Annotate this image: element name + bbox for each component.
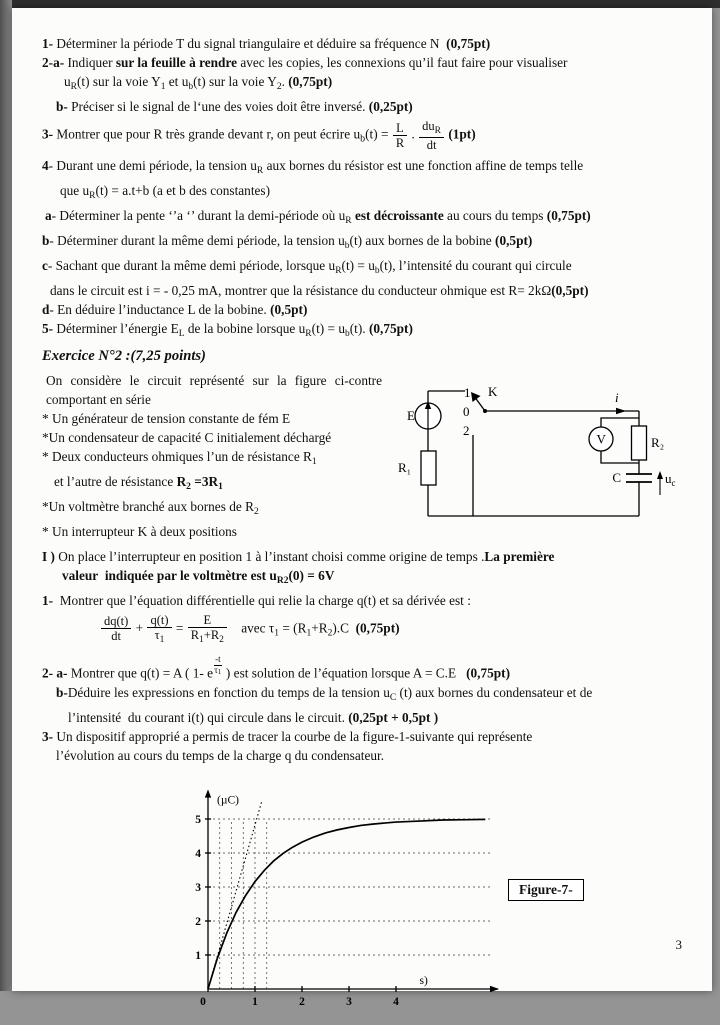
page-content — [12, 8, 712, 1008]
text-line: b- Déterminer durant la même demi période, la tension $u_b(t)$ aux bornes de la bobine (0,5pt) — [42, 232, 533, 251]
text-line: 5- Déterminer l’énergie $E_L$ de la bobine lorsque $u_R(t) = u_b(t)$. (0,75pt) — [42, 320, 413, 339]
page-number: 3 — [675, 937, 682, 952]
text-line: * Deux conducteurs ohmiques l’un de résistance $R_1$ — [42, 448, 317, 467]
charge-curve — [208, 819, 485, 989]
label-i: i — [615, 389, 619, 405]
text-line: que $u_R(t) = a.t+b$ (a et b des constantes) — [60, 182, 271, 201]
origin-tangent-line — [208, 800, 262, 989]
text-line: c- Sachant que durant la même demi période, lorsque $u_R(t) = u_b(t)$, l’intensité du courant qui circule — [42, 257, 572, 276]
part-one-questions — [42, 547, 690, 765]
resistor-r2 — [632, 426, 647, 460]
figure-chart — [178, 771, 648, 1023]
x-tick-label: 0 — [200, 995, 206, 1008]
label-e: E — [407, 407, 415, 423]
text-line: valeur indiquée par le voltmètre est $u_{R2}(0) = 6V$ — [62, 567, 335, 586]
text-line: 4- Durant une demi période, la tension $u_R$ aux bornes du résistor est une fonction affine de temps telle — [42, 157, 584, 176]
x-axis-label: s) — [419, 974, 428, 987]
text-line: *Un voltmètre branché aux bornes de $R_2$ — [42, 498, 259, 517]
text-line: l’intensité du courant i(t) qui circule dans le circuit. (0,25pt + 0,5pt ) — [68, 709, 439, 725]
label-r2: R₂ — [651, 434, 665, 450]
text-line: *Un condensateur de capacité C initialement déchargé — [42, 429, 332, 445]
switch-pivot — [483, 409, 487, 413]
text-line: * Un interrupteur K à deux positions — [42, 523, 237, 539]
y-axis-label: (µC) — [217, 794, 239, 807]
text-line: d- En déduire l’inductance L de la bobine. (0,5pt) — [42, 301, 308, 317]
text-line: 1- Déterminer la période T du signal triangulaire et déduire sa fréquence N (0,75pt) — [42, 36, 491, 51]
circuit-diagram — [388, 371, 688, 531]
text-line: l’évolution au cours du temps de la charge q du condensateur. — [56, 747, 385, 763]
current-arrowhead — [616, 407, 626, 413]
switch-arrowhead — [471, 392, 481, 402]
text-line: $\frac{dq(t)}{dt}$ + $\frac{q(t)}{\tau_1}$ = $\frac{E}{R_1+R_2}$ avec $\tau_1 = (R_1+R_2).C$ (0,75pt) — [42, 613, 690, 646]
resistor-r1 — [421, 451, 436, 485]
text-line: et l’autre de résistance $R_2 =3R_1$ — [54, 473, 223, 492]
exam-page — [12, 8, 712, 1008]
text-line: 3- Montrer que pour R très grande devant r, on peut écrire $u_b(t)$ = $\frac{L}{R}$ . $\frac{du_R}{dt}$ (1pt) — [42, 119, 476, 152]
exercise2-intro-row — [42, 371, 690, 541]
circuit-figure — [388, 371, 688, 535]
text-line: 3- Un dispositif approprié a permis de tracer la courbe de la figure-1-suivante qui représente — [42, 728, 533, 744]
text-line: 2-a- Indiquer sur la feuille à rendre avec les copies, les connexions qu’il faut faire pour visualiser — [42, 55, 568, 70]
exercise1-questions — [42, 34, 690, 344]
label-uc: $u_c$ — [665, 470, 676, 488]
label-v: V — [596, 431, 606, 447]
text-line: On considère le circuit représenté sur la figure ci-contre comportant en série — [46, 372, 382, 407]
text-line: b- Préciser si le signal de l‘une des voies doit être inversé. (0,25pt) — [56, 99, 413, 114]
text-line: $u_R(t)$ sur la voie $Y_1$ et $u_b(t)$ sur la voie $Y_2$. (0,75pt) — [64, 74, 333, 92]
y-tick-label: 4 — [195, 847, 201, 860]
y-tick-label: 5 — [195, 813, 201, 826]
label-switch-pos2: 2 — [463, 422, 470, 438]
text-line: dans le circuit est i = - 0,25 mA, montrer que la résistance du conducteur ohmique est R= 2kΩ(0,5pt) — [50, 282, 589, 298]
charge-curve-chart — [178, 771, 518, 1021]
text-line: b-Déduire les expressions en fonction du temps de la tension $u_C$ (t) aux bornes du condensateur et de — [56, 684, 593, 703]
x-tick-label: 4 — [393, 995, 399, 1008]
y-tick-label: 1 — [195, 949, 201, 962]
text-line: 1- Montrer que l’équation différentielle qui relie la charge q(t) et sa dérivée est : — [42, 592, 471, 608]
y-tick-label: 3 — [195, 881, 201, 894]
label-k: K — [488, 383, 498, 399]
x-tick-label: 3 — [346, 995, 352, 1008]
y-axis-arrow — [205, 789, 211, 797]
exercise2-heading: Exercice N°2 :(7,25 points) — [42, 347, 206, 364]
label-switch-pos1: 1 — [464, 384, 471, 400]
text-line: a- Déterminer la pente ‘’a ‘’ durant la demi-période où $u_R$ est décroissante au cours du temps (0,75pt) — [45, 207, 591, 226]
scan-edge-top — [0, 0, 720, 8]
label-switch-pos0: 0 — [463, 403, 470, 419]
text-line: I ) On place l’interrupteur en position 1 à l’instant choisi comme origine de temps .La première — [42, 548, 555, 564]
text-line: 2- a- Montrer que q(t) = A ( 1- e $\frac{-t}{\tau_1}$ ) est solution de l’équation lorsque A = C.E (0,75pt) — [42, 654, 511, 681]
label-r1: R₁ — [398, 459, 412, 475]
x-tick-label: 2 — [299, 995, 305, 1008]
exercise2-description — [42, 371, 382, 541]
text-line: * Un générateur de tension constante de fém E — [42, 410, 291, 426]
x-axis-arrow — [490, 985, 499, 991]
x-tick-label: 1 — [252, 995, 258, 1008]
figure-label: Figure-7- — [508, 879, 584, 901]
y-tick-label: 2 — [195, 915, 201, 928]
scan-edge-left — [0, 0, 12, 991]
label-c: C — [612, 469, 621, 485]
uc-arrowhead — [657, 471, 663, 479]
